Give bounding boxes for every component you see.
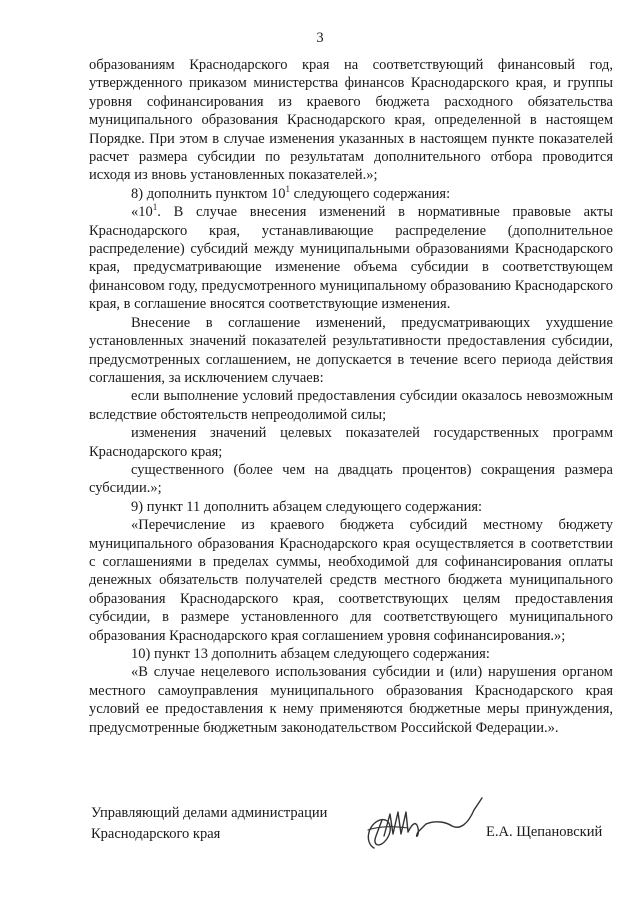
paragraph: «Перечисление из краевого бюджета субсидий местному бюджету муниципального образования Краснодарского края осуществляется в соответствии с соглашениями в пределах суммы, необходимой для софинансирования оплаты денежных обязательств получателей средств местного бюджета муниципального образования Краснодарского края, соответствующих целям предоставления субсидии, в размере установленного для соответствующего муниципального образования Краснодарского края соглашением уровня софинансирования.»; <box>89 517 613 644</box>
signatory-title-line: Краснодарского края <box>91 826 221 842</box>
paragraph <box>89 185 613 203</box>
paragraph: образованиям Краснодарского края на соответствующий финансовый год, утвержденного приказом министерства финансов Краснодарского края, и группы уровня софинансирования из краевого бюджета расходного обязательства муниципального образования Краснодарского края, определенной в настоящем Порядке. При этом в случае изменения указанных в настоящем пункте показателей расчет размера субсидии по результатам дополнительного отбора проводится исходя из вновь установленных показателей.»; <box>89 57 613 184</box>
paragraph: 9) пункт 11 дополнить абзацем следующего содержания: <box>131 498 483 515</box>
superscript: 1 <box>152 202 158 213</box>
paragraph: Внесение в соглашение изменений, предусматривающих ухудшение установленных значений показателей результативности предоставления субсидии, предусмотренных соглашением, не допускается в течение всего периода действия соглашения, за исключением случаев: <box>89 314 613 386</box>
document-body <box>89 56 613 737</box>
paragraph-tail: следующего содержания: <box>290 185 451 202</box>
signatory-title-line: Управляющий делами администрации <box>91 805 328 821</box>
paragraph: 10) пункт 13 дополнить абзацем следующего содержания: <box>131 646 490 662</box>
paragraph: если выполнение условий предоставления субсидии оказалось невозможным вследствие обстоятельств непреодолимой силы; <box>89 388 613 423</box>
signatory-name: Е.А. Щепановский <box>486 824 603 840</box>
page-number: 3 <box>316 30 324 46</box>
superscript: 1 <box>285 184 291 195</box>
signatory-title <box>91 803 327 845</box>
paragraph-tail: . В случае внесения изменений в нормативные правовые акты Краснодарского края, устанавливающие распределение (дополнительное распределение) субсидий между муниципальными образованиями Краснодарского края, предусматривающие изменение объема субсидии в соответствующем финансовом году, предусмотренного муниципальному образованию Краснодарского края, в соглашение вносятся соответствующие изменения. <box>89 204 613 313</box>
paragraph: изменения значений целевых показателей государственных программ Краснодарского края; <box>89 425 613 460</box>
paragraph-text: 8) дополнить пунктом 10 <box>131 185 286 202</box>
paragraph: «В случае нецелевого использования субсидии и (или) нарушения органом местного самоуправления муниципального образования Краснодарского края условий ее предоставления к нему применяются бюджетные меры принуждения, предусмотренные бюджетным законодательством Российской Федерации.». <box>89 664 613 736</box>
paragraph <box>89 203 613 313</box>
paragraph-text: «10 <box>131 204 153 221</box>
paragraph: существенного (более чем на двадцать процентов) сокращения размера субсидии.»; <box>89 461 613 497</box>
handwritten-signature <box>360 790 500 862</box>
